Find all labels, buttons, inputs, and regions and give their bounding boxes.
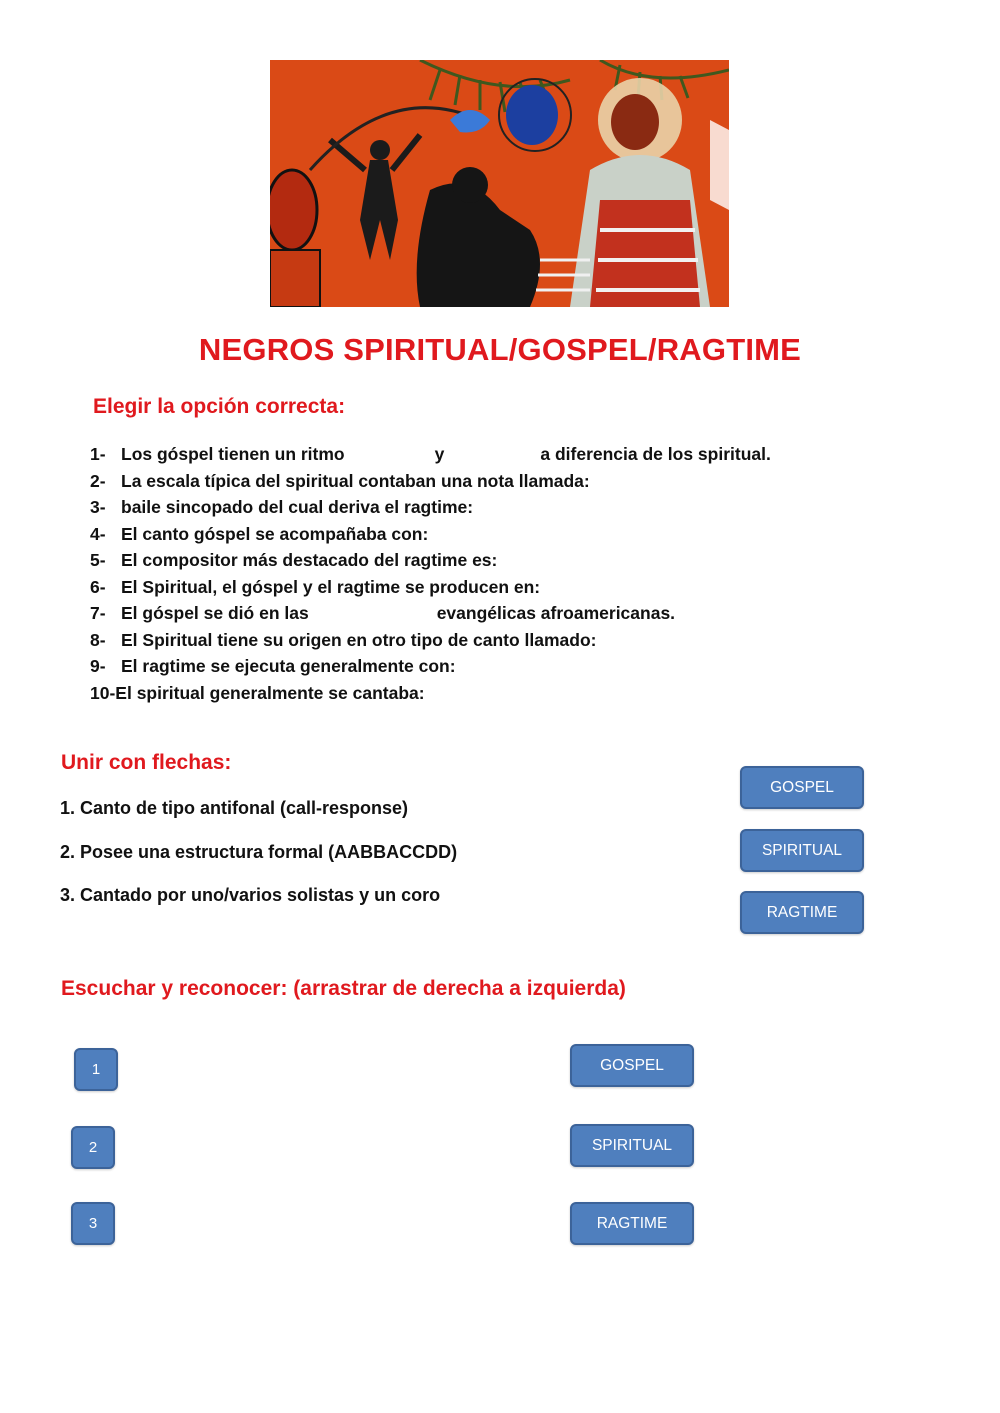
audio-slot-3[interactable]: 3 [71, 1202, 115, 1245]
section-heading-match: Unir con flechas: [61, 751, 232, 774]
question-item: 5- El compositor más destacado del ragtime es: [90, 550, 498, 570]
question-list [90, 441, 771, 706]
section-heading-listen: Escuchar y reconocer: (arrastrar de derecha a izquierda) [61, 977, 626, 1000]
match-option-spiritual[interactable]: SPIRITUAL [740, 829, 864, 872]
question-item: 8- El Spiritual tiene su origen en otro tipo de canto llamado: [90, 629, 597, 650]
match-item-3: 3. Cantado por uno/varios solistas y un coro [60, 885, 441, 905]
match-option-ragtime[interactable]: RAGTIME [740, 891, 864, 934]
drag-option-ragtime[interactable]: RAGTIME [570, 1202, 694, 1245]
question-item: 3- baile sincopado del cual deriva el ragtime: [90, 497, 474, 517]
question-item: 7- El góspel se dió en las evangélicas afroamericanas. [90, 603, 676, 623]
question-item: 9- El ragtime se ejecuta generalmente con: [90, 656, 456, 676]
question-item: 2- La escala típica del spiritual contaban una nota llamada: [90, 470, 590, 491]
question-item: 1- Los góspel tienen un ritmo y a diferencia de los spiritual. [90, 444, 771, 464]
audio-slot-1[interactable]: 1 [74, 1048, 118, 1091]
question-item: 10-El spiritual generalmente se cantaba: [90, 682, 425, 703]
drag-option-gospel[interactable]: GOSPEL [570, 1044, 694, 1087]
question-item: 4- El canto góspel se acompañaba con: [90, 523, 429, 544]
match-option-gospel[interactable]: GOSPEL [740, 766, 864, 809]
hero-painting [270, 60, 729, 307]
question-item: 6- El Spiritual, el góspel y el ragtime se producen en: [90, 576, 541, 597]
match-item-1: 1. Canto de tipo antifonal (call-response) [60, 798, 409, 818]
page-title: NEGROS SPIRITUAL/GOSPEL/RAGTIME [198, 332, 802, 367]
match-item-2: 2. Posee una estructura formal (AABBACCDD) [60, 842, 458, 862]
audio-slot-2[interactable]: 2 [71, 1126, 115, 1169]
drag-option-spiritual[interactable]: SPIRITUAL [570, 1124, 694, 1167]
section-heading-options: Elegir la opción correcta: [93, 395, 346, 418]
